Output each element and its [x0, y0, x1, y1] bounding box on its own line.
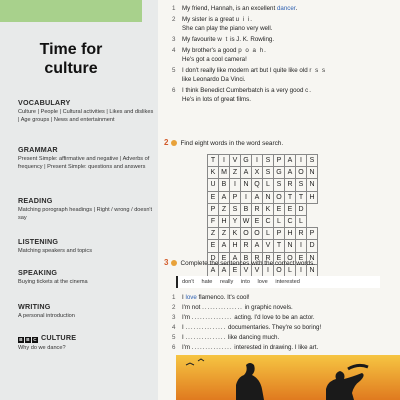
word-search-cell[interactable]: A	[219, 264, 230, 276]
word-search-cell[interactable]: A	[219, 240, 230, 252]
word-search-cell[interactable]: Z	[219, 228, 230, 240]
ex3-line-1: 1 I love flamenco. It's cool!	[172, 294, 250, 301]
ex3-line-5: 5 I ............... like dancing much.	[172, 334, 280, 341]
word-search-cell[interactable]: G	[241, 155, 252, 167]
answer-text: love	[185, 294, 197, 301]
word-search-row	[208, 155, 318, 167]
unit-title	[16, 40, 126, 78]
word-search-cell[interactable]: T	[296, 191, 307, 203]
word-search-cell[interactable]: W	[241, 215, 252, 227]
section-writing	[18, 302, 154, 321]
word-search-cell[interactable]: L	[296, 215, 307, 227]
ex1-line-2: 2 My sister is a great u i i.	[172, 16, 253, 23]
word-search-cell[interactable]: T	[285, 191, 296, 203]
section-heading: B B C CULTURE	[19, 333, 77, 342]
section-text: Culture | People | Cultural activities | Likes and dislikes | Age groups | News and entertainment	[18, 109, 154, 123]
section-text: A personal introduction	[18, 313, 75, 319]
ex3-line-4: 4 I ............... documentaries. They're so boring!	[172, 324, 322, 331]
section-heading: LISTENING	[18, 237, 59, 246]
word-search-row	[208, 228, 318, 240]
word-box-item: don't	[182, 279, 194, 285]
word-search-cell[interactable]: R	[241, 240, 252, 252]
word-search-cell[interactable]: I	[230, 179, 241, 191]
word-box-item: really	[219, 279, 234, 285]
word-search-cell[interactable]: E	[252, 215, 263, 227]
word-search-cell[interactable]: T	[208, 155, 219, 167]
word-search-cell[interactable]: H	[307, 191, 318, 203]
bbc-logo: B B C	[19, 336, 37, 342]
word-search-row	[208, 240, 318, 252]
word-search-cell[interactable]: I	[241, 191, 252, 203]
answer-blank[interactable]: ...............	[185, 334, 227, 341]
word-search-cell[interactable]: E	[296, 252, 307, 264]
answer-blank[interactable]: ...............	[202, 304, 243, 311]
word-box-item: hate	[201, 279, 213, 285]
unit-title-line1: Time for	[39, 41, 103, 58]
exercise-instruction: Complete the sentences with the correct words.	[180, 260, 316, 267]
word-search-cell[interactable]: S	[230, 203, 241, 215]
word-search-cell[interactable]: Q	[252, 179, 263, 191]
word-search-cell[interactable]: N	[307, 264, 318, 276]
word-search-cell[interactable]: I	[263, 264, 274, 276]
word-search-cell[interactable]: N	[263, 191, 274, 203]
word-search-cell[interactable]: K	[263, 203, 274, 215]
word-search-cell[interactable]: L	[274, 215, 285, 227]
answer-blank[interactable]: p o a h	[238, 47, 265, 54]
word-search-cell[interactable]: R	[252, 203, 263, 215]
word-search-cell[interactable]: B	[241, 203, 252, 215]
word-search-cell[interactable]: I	[219, 155, 230, 167]
answer-blank[interactable]: r s s	[309, 67, 327, 74]
ex3-line-6: 6 I'm ............... interested in drawing. I like art.	[172, 344, 319, 351]
word-search-cell[interactable]: A	[208, 264, 219, 276]
word-search-cell[interactable]: I	[296, 240, 307, 252]
word-search-cell[interactable]: T	[274, 240, 285, 252]
word-search-cell[interactable]: L	[263, 228, 274, 240]
word-search-cell[interactable]: V	[241, 264, 252, 276]
word-box-item: love	[257, 279, 268, 285]
word-search-cell[interactable]: F	[208, 215, 219, 227]
word-search-cell[interactable]: S	[307, 155, 318, 167]
word-box-item: interested	[275, 279, 300, 285]
unit-sidebar	[0, 0, 158, 400]
word-search-cell[interactable]: A	[285, 155, 296, 167]
word-search-cell[interactable]: O	[274, 191, 285, 203]
ex1-line-6: 6 I think Benedict Cumberbatch is a very good c.	[172, 87, 311, 94]
word-search-cell[interactable]: N	[285, 240, 296, 252]
word-search-cell[interactable]: S	[263, 155, 274, 167]
word-search-cell[interactable]: P	[274, 155, 285, 167]
section-text: Matching speakers and topics	[18, 248, 93, 254]
word-search-cell[interactable]: Z	[208, 228, 219, 240]
ex1-line-1: 1 My friend, Hannah, is an excellent dancer.	[172, 5, 298, 12]
exercise-number: 2	[164, 138, 169, 147]
answer-blank[interactable]: u i i	[235, 16, 251, 23]
word-search-cell[interactable]: E	[274, 203, 285, 215]
ex1-line-6b: He's in lots of great films.	[182, 96, 251, 103]
word-search-cell[interactable]: H	[285, 228, 296, 240]
exercises-column	[158, 0, 400, 400]
word-search-cell[interactable]: E	[285, 203, 296, 215]
word-search-cell[interactable]: Z	[230, 167, 241, 179]
word-search-cell[interactable]: O	[252, 228, 263, 240]
word-search-cell[interactable]: R	[296, 228, 307, 240]
word-search-cell[interactable]: L	[263, 179, 274, 191]
answer-blank[interactable]: ...............	[185, 324, 227, 331]
word-search-cell[interactable]: A	[252, 240, 263, 252]
unit-header-tab	[0, 0, 142, 22]
exercise-3-heading	[164, 258, 315, 267]
word-search-cell[interactable]: A	[230, 252, 241, 264]
word-search-row	[208, 191, 318, 203]
answer-blank[interactable]: ...............	[191, 314, 233, 321]
word-search-cell[interactable]: E	[208, 191, 219, 203]
word-search-cell[interactable]: E	[274, 252, 285, 264]
word-search-cell[interactable]: V	[230, 155, 241, 167]
word-search-cell[interactable]: D	[307, 240, 318, 252]
word-search-cell[interactable]: A	[285, 167, 296, 179]
ex1-line-5b: like Leonardo Da Vinci.	[182, 76, 246, 83]
word-search-cell[interactable]: R	[285, 179, 296, 191]
word-search-row	[208, 215, 318, 227]
word-search-cell[interactable]: O	[241, 228, 252, 240]
word-search-cell[interactable]: E	[230, 264, 241, 276]
unit-title-line2: culture	[44, 60, 98, 77]
word-search-cell[interactable]: E	[219, 252, 230, 264]
word-search-cell[interactable]: A	[219, 191, 230, 203]
word-search-cell[interactable]: P	[307, 228, 318, 240]
audio-icon	[171, 140, 177, 146]
word-search-cell[interactable]: U	[208, 179, 219, 191]
word-search-cell[interactable]: I	[296, 264, 307, 276]
word-search-cell[interactable]: B	[241, 252, 252, 264]
word-search-cell[interactable]: V	[263, 240, 274, 252]
word-search-cell[interactable]: I	[296, 155, 307, 167]
section-text: Why do we dance?	[18, 344, 66, 351]
ex1-line-2b: She can play the piano very well.	[182, 25, 273, 32]
word-search-cell[interactable]: L	[285, 264, 296, 276]
section-culture	[18, 333, 154, 352]
word-search-cell[interactable]: R	[252, 252, 263, 264]
ex1-line-4b: He's got a cool camera!	[182, 56, 247, 63]
word-search-cell[interactable]: N	[307, 252, 318, 264]
word-search-row	[208, 203, 318, 215]
word-search-cell[interactable]: O	[285, 252, 296, 264]
section-listening	[18, 237, 154, 256]
section-speaking	[18, 268, 154, 287]
word-search-cell[interactable]: P	[230, 191, 241, 203]
word-search-cell[interactable]: O	[274, 264, 285, 276]
section-reading	[18, 196, 154, 222]
dancers-silhouette-illustration	[176, 355, 400, 400]
word-search-cell[interactable]: B	[219, 179, 230, 191]
word-box-item: into	[240, 279, 250, 285]
word-search-cell[interactable]: C	[263, 215, 274, 227]
word-search-cell[interactable]: H	[230, 240, 241, 252]
section-heading: READING	[18, 196, 53, 205]
word-search-cell[interactable]: P	[208, 203, 219, 215]
exercise-2-heading	[164, 138, 283, 147]
exercise-instruction: Find eight words in the word search.	[180, 140, 284, 147]
answer-blank[interactable]: c	[305, 87, 310, 94]
word-search-cell[interactable]: P	[274, 228, 285, 240]
section-heading: WRITING	[18, 302, 51, 311]
word-search-cell[interactable]: N	[307, 167, 318, 179]
word-search-cell[interactable]: M	[219, 167, 230, 179]
word-search-cell[interactable]: I	[252, 155, 263, 167]
word-search-cell[interactable]: S	[296, 179, 307, 191]
word-search-cell[interactable]: G	[274, 167, 285, 179]
answer-blank[interactable]: ...............	[191, 344, 233, 351]
section-heading: GRAMMAR	[18, 145, 58, 154]
audio-icon	[171, 260, 177, 266]
word-search-row	[208, 179, 318, 191]
word-search-cell[interactable]: D	[296, 203, 307, 215]
answer-blank[interactable]: w t	[217, 36, 229, 43]
section-vocabulary	[18, 98, 154, 124]
word-search-cell[interactable]: E	[208, 240, 219, 252]
answer-text: dancer	[276, 5, 296, 12]
word-search-row	[208, 167, 318, 179]
word-search-cell[interactable]: K	[230, 228, 241, 240]
ex3-line-2: 2 I'm not ............... in graphic novels.	[172, 304, 293, 311]
ex1-line-4: 4 My brother's a good p o a h.	[172, 47, 266, 54]
word-search-cell[interactable]: H	[219, 215, 230, 227]
section-heading: SPEAKING	[18, 268, 58, 277]
word-search-cell[interactable]: X	[252, 167, 263, 179]
word-search-cell[interactable]: S	[263, 167, 274, 179]
ex3-line-3: 3 I'm ............... acting. I'd love to be an actor.	[172, 314, 315, 321]
section-text: Buying tickets at the cinema	[18, 279, 88, 285]
word-search-cell[interactable]: N	[241, 179, 252, 191]
section-heading: VOCABULARY	[18, 98, 71, 107]
word-search-cell[interactable]: O	[296, 167, 307, 179]
word-search-cell[interactable]: Z	[219, 203, 230, 215]
word-search-cell[interactable]: R	[263, 252, 274, 264]
word-search-cell[interactable]: D	[208, 252, 219, 264]
word-search-cell[interactable]: V	[252, 264, 263, 276]
ex1-line-5: 5 I don't really like modern art but I quite like old r s s	[172, 67, 327, 74]
word-search-cell[interactable]: K	[208, 167, 219, 179]
word-search-cell[interactable]: A	[252, 191, 263, 203]
word-search-cell[interactable]: S	[274, 179, 285, 191]
word-box	[176, 276, 380, 288]
word-search-cell[interactable]: Y	[230, 215, 241, 227]
word-search-cell[interactable]: A	[241, 167, 252, 179]
section-grammar	[18, 145, 154, 171]
section-text: Present Simple: affirmative and negative | Adverbs of frequency | Present Simple: questions and answers	[18, 156, 150, 170]
section-text: Matching porograph headings | Right / wrong / doesn't say	[18, 207, 153, 221]
word-search-cell[interactable]: C	[285, 215, 296, 227]
word-search-cell[interactable]: N	[307, 179, 318, 191]
ex1-line-3: 3 My favourite w t is J. K. Rowling.	[172, 36, 275, 43]
exercise-number: 3	[164, 258, 169, 267]
